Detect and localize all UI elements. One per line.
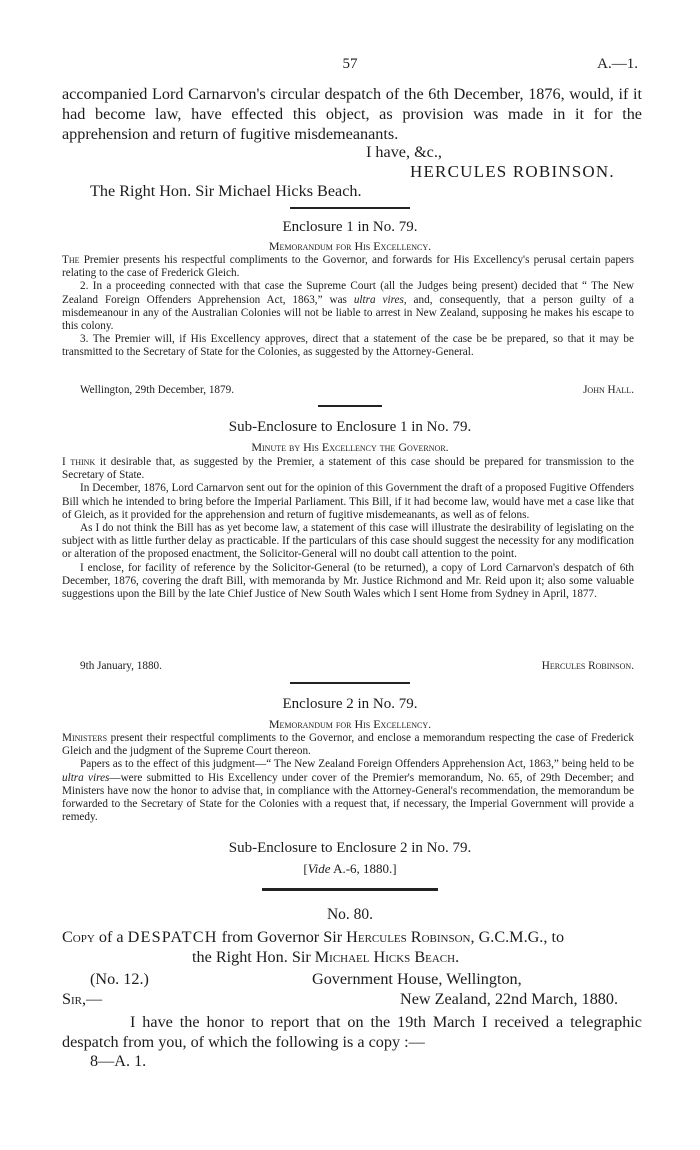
sub-enclosure-2-heading: Sub-Enclosure to Enclosure 2 in No. 79. (228, 840, 472, 856)
hicks-beach: Michael Hicks Beach (314, 948, 456, 966)
enclosure-2-para-1-text: present their respectful compliments to the Governor, and enclose a memorandum respecting the case of Frederick Gleich and the judgment of the Supreme Court thereon. (62, 732, 634, 758)
place-line-1: Government House, Wellington, (312, 970, 522, 988)
enclosure-1-memo-title: Memorandum for His Excellency. (268, 239, 432, 253)
sub-enclosure-1-date: 9th January, 1880. (80, 660, 162, 672)
enclosure-2-para-2-italic: ultra vires (62, 771, 110, 784)
section-divider-2 (290, 682, 410, 684)
enclosure-1-para-2-b: , and, consequently, that a person guilty of a misdemeanour in any of the Australian Colonies will not be liable to arrest in New Zealand, supposing he makes his escape to this colony. (62, 293, 634, 333)
enclosure-1-para-2 (62, 280, 634, 333)
section-divider (290, 207, 410, 209)
despatch-number: (No. 12.) (90, 970, 149, 988)
vide-rest: A.-6, 1880. (330, 861, 393, 876)
enclosure-2-para-2-b: —were submitted to His Excellency under cover of the Premier's memorandum, No. 65, of 29th December; and Ministers have now the honor to advise that, in compliance with the Attorney-General's recommendation, the memorandum be forwarded to the Secretary of State for the Colonies with a request that, if necessary, the Imperial Government will provide a remedy. (62, 771, 634, 824)
place-line-2: New Zealand, 22nd March, 1880. (400, 990, 619, 1008)
salutation: Sir,— (62, 990, 103, 1008)
sub-enclosure-1-body (62, 456, 634, 601)
sub-enclosure-1-lead: I think (62, 456, 96, 468)
of-a: of a (94, 928, 128, 946)
enclosure-1-lead: The (62, 254, 80, 266)
sub-enclosure-1-para-2: In December, 1876, Lord Carnarvon sent out for the opinion of this Government the draft of a proposed Fugitive Offenders Bill which he intended to bring before the Imperial Parliament. This Bill, if it had become law, would have met a case like that of Gleich, as it provided for the apprehension and return of fugitive misdemeanants, as well as of felons. (62, 482, 634, 521)
from-governor: from Governor Sir (217, 928, 347, 946)
page-number: 57 (342, 56, 358, 72)
enclosure-1-para-3: 3. The Premier will, if His Excellency approves, direct that a statement of the case be be prepared, so that it may be transmitted to the Secretary of State for the Colonies, as suggested by the Attorney-General. (62, 333, 634, 359)
sub-enclosure-1-para-4: I enclose, for facility of reference by the Solicitor-General (to be returned), a copy of Lord Carnarvon's despatch of 6th December, 1876, covering the draft Bill, with memoranda by Mr. Justice Richmond and Mr. Reid upon it; also some valuable suggestions upon the Bill by the late Chief Justice of New South Wales which I sent Home from Sydney in April, 1877. (62, 561, 634, 601)
despatch-title-line-1 (62, 928, 564, 947)
signature: HERCULES ROBINSON. (410, 162, 615, 181)
despatch-body (62, 1012, 642, 1052)
bracket-close: ] (392, 861, 397, 876)
enclosure-1-para-2-a: 2. In a proceeding connected with that case the Supreme Court (all the Judges being present) decided that “ The New Zealand Foreign Offenders Apprehension Act, 1863,” was (62, 280, 634, 306)
enclosure-2-memo-title: Memorandum for His Excellency. (268, 717, 432, 731)
sub-enclosure-1-heading: Sub-Enclosure to Enclosure 1 in No. 79. (228, 419, 472, 435)
enclosure-1-para-2-italic: ultra vires (353, 293, 404, 306)
hercules-robinson: Hercules Robinson (346, 928, 471, 946)
footer-signature-mark: 8—A. 1. (90, 1052, 147, 1070)
enclosure-2-para-2-a: Papers as to the effect of this judgment—“ The New Zealand Foreign Offenders Apprehension Act, 1863,” being held to be (80, 758, 634, 771)
vide-italic: Vide (307, 861, 331, 876)
enclosure-1-place-date: Wellington, 29th December, 1879. (80, 384, 234, 396)
sub-enclosure-1-para-1-text: it desirable that, as suggested by the Premier, a statement of this case should be prepared for transmission to the Secretary of State. (62, 456, 634, 482)
enclosure-1-heading: Enclosure 1 in No. 79. (282, 219, 418, 235)
addressee: The Right Hon. Sir Michael Hicks Beach. (90, 182, 362, 200)
enclosure-2-para-1 (62, 732, 634, 758)
enclosure-1-para-1-text: Premier presents his respectful compliments to the Governor, and forwards for His Excellency's perusal certain papers relating to the case of Frederick Gleich. (62, 254, 634, 280)
enclosure-2-body (62, 732, 634, 824)
sub-enclosure-1-signed: Hercules Robinson. (541, 660, 634, 672)
continuation-text: accompanied Lord Carnarvon's circular despatch of the 6th December, 1876, would, if it had become law, have effected this object, as provision was made in it for the apprehension and return of fugitive misdemeanants. (62, 85, 642, 143)
despatch-title-line-2 (192, 948, 459, 967)
no-80-heading: No. 80. (326, 906, 374, 923)
sub-enclosure-2-reference (0, 861, 700, 877)
major-divider (262, 888, 438, 891)
sub-divider-1 (318, 405, 382, 407)
sub-enclosure-1-minute-title: Minute by His Excellency the Governor. (251, 440, 449, 454)
line-2-end: . (455, 948, 460, 966)
gcmg: , G.C.M.G., to (470, 928, 565, 946)
enclosure-1-para-1 (62, 254, 634, 280)
continuation-paragraph (62, 84, 642, 144)
despatch-word: DESPATCH (127, 928, 218, 946)
document-reference: A.—1. (597, 56, 638, 72)
enclosure-2-lead: Ministers (62, 732, 108, 744)
enclosure-1-signed: John Hall. (583, 384, 634, 396)
despatch-body-text: I have the honor to report that on the 19th March I received a telegraphic despatch from you, of which the following is a copy :— (62, 1013, 642, 1051)
enclosure-2-para-2 (62, 758, 634, 824)
sub-enclosure-1-para-3: As I do not think the Bill has as yet become law, a statement of this case will illustrate the desirability of legislating on the subject with as little further delay as practicable. If the particulars of this case should suggest the necessity for any modification or alteration of the proposed enactment, the Solicitor-General will no doubt call attention to the point. (62, 522, 634, 561)
copy-word: Copy (62, 928, 95, 946)
right-hon: the Right Hon. Sir (192, 948, 315, 966)
bracket-open: [ (303, 861, 308, 876)
enclosure-1-body (62, 254, 634, 360)
closing-line: I have, &c., (366, 143, 442, 161)
sub-enclosure-1-para-1 (62, 456, 634, 482)
enclosure-2-heading: Enclosure 2 in No. 79. (282, 696, 418, 712)
